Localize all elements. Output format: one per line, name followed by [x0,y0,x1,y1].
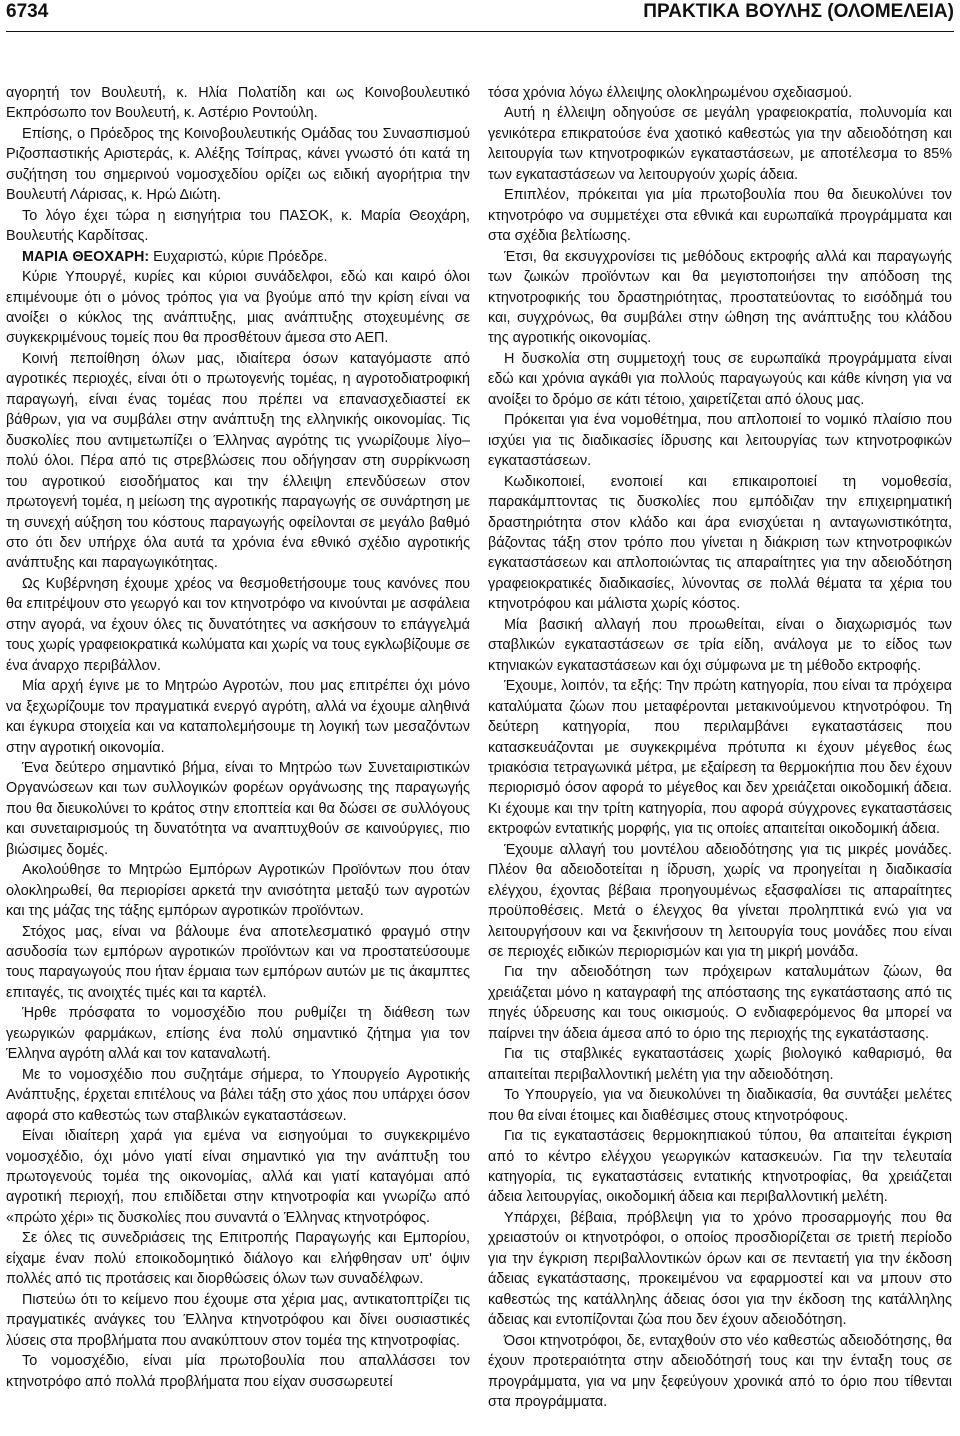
paragraph: Επίσης, ο Πρόεδρος της Κοινοβουλευτικής Ομάδας του Συνασπισμού Ριζοσπαστικής Αριστεράς, κ. Αλέξης Τσίπρας, κάνει γνωστό ότι κατά τη συζήτηση του σημερινού νομοσχεδίου ορίζει ως ειδική αγορήτρια την Βουλευτή Λάρισας, κ. Ηρώ Διώτη. [6,125,470,204]
paragraph: Μία βασική αλλαγή που προωθείται, είναι ο διαχωρισμός των σταβλικών εγκαταστάσεων σε τρία είδη, ανάλογα με το είδος των κτηνιακών εγκαταστάσεων και όχι σύμφωνα με τη μέθοδο εκτροφής. [488,616,952,674]
paragraph: Όσοι κτηνοτρόφοι, δε, ενταχθούν στο νέο καθεστώς αδειοδότησης, θα έχουν προτεραιότητα στην αδειοδότησή τους και την ένταξη τους σε προγράμματα, για να μην ξεφεύγουν χρονικά από το όριο που τίθενται στα προγράμματα. [488,1332,952,1410]
paragraph: Πρόκειται για ένα νομοθέτημα, που απλοποιεί το νομικό πλαίσιο που ισχύει για τις διαδικασίες ίδρυσης και λειτουργίας των κτηνοτροφικών εγκαταστάσεων. [488,412,952,470]
paragraph: τόσα χρόνια λόγω έλλειψης ολοκληρωμένου σχεδιασμού. [488,85,853,101]
paragraph: Για τις εγκαταστάσεις θερμοκηπιακού τύπου, θα απαιτείται έγκριση από το κέντρο ελέγχου γεωργικών κατασκευών. Για την τελευταία κατηγορία, τις εγκαταστάσεις εντατικής κτηνοτροφίας, θα χρειάζεται άδεια λειτουργίας, οικοδομική άδεια και περιβαλλοντική μελέτη. [488,1128,952,1206]
paragraph: Το λόγο έχει τώρα η εισηγήτρια του ΠΑΣΟΚ, κ. Μαρία Θεοχάρη, Βουλευτής Καρδίτσας. [6,207,470,245]
paragraph: Επιπλέον, πρόκειται για μία πρωτοβουλία που θα διευκολύνει τον κτηνοτρόφο να συμμετέχει στα εθνικά και ευρωπαϊκά προγράμματα και στα σχέδια βελτίωσης. [488,187,952,245]
page-header [6,0,954,30]
paragraph: Έτσι, θα εκσυγχρονίσει τις μεθόδους εκτροφής αλλά και παραγωγής των ζωικών προϊόντων και θα μεγιστοποιήσει την απόδοση της κτηνοτροφικής του δραστηριότητας, προστατεύοντας το εισόδημά του και, συγχρόνως, θα συμβάλει στην ώθηση της ανάπτυξης του κλάδου της αγροτικής οικονομίας. [488,248,952,347]
speech-paragraph: Ήρθε πρόσφατα το νομοσχέδιο που ρυθμίζει τη διάθεση των γεωργικών φαρμάκων, επίσης ένα πολύ σημαντικό ζήτημα για τον Έλληνα αγρότη αλλά και τον καταναλωτή. [6,1005,470,1063]
speech-paragraph: Είναι ιδιαίτερη χαρά για εμένα να εισηγούμαι το συγκεκριμένο νομοσχέδιο, όχι μόνο γιατί είναι σημαντικό για την ανάπτυξη του πρωτογενούς τομέα της οικονομίας, αλλά και γιατί καταγόμαι από αγροτική περιοχή, που επιδίδεται στην κτηνοτροφία και γνωρίζω από «πρώτο χέρι» τις δυσκολίες που συναντά ο Έλληνας κτηνοτρόφος. [6,1128,470,1226]
speech-paragraph: Κύριε Υπουργέ, κυρίες και κύριοι συνάδελφοι, εδώ και καιρό όλοι επιμένουμε ότι ο μόνος τρόπος για να βγούμε από την κρίση είναι να ανοίξει ο κύκλος της ανάπτυξης, μιας ανάπτυξης στοχευμένης σε συγκεκριμένους τομείς που θα προσθέτουν άμεσα στο ΑΕΠ. [6,269,470,347]
speech-paragraph: Μία αρχή έγινε με το Μητρώο Αγροτών, που μας επιτρέπει όχι μόνο να ξεχωρίζουμε τον πραγματικά ενεργό αγρότη, αλλά να έχουμε αληθινά και έγκυρα στοιχεία και να καταπολεμήσουμε τη λογική των μεσαζόντων στην αγροτική οικονομία. [6,678,470,756]
speech-paragraph: Ένα δεύτερο σημαντικό βήμα, είναι το Μητρώο των Συνεταιριστικών Οργανώσεων και των συλλογικών φορέων οργάνωσης της παραγωγής που θα διευκολύνει το κράτος στην εποπτεία και θα δώσει σε συλλόγους και συνεταιρισμούς τη δυνατότητα να αναπτυχθούν σε καινούργιες, πιο βιώσιμες δομές. [6,759,470,858]
speech-paragraph: Στόχος μας, είναι να βάλουμε ένα αποτελεσματικό φραγμό στην ασυδοσία των εμπόρων αγροτικών προϊόντων και να προστατεύσουμε τους παραγωγούς που ήταν έρμαια των εμπόρων αυτών με τις άκαμπτες επιταγές, τις ανοιχτές τιμές και τα καρτέλ. [6,923,470,1001]
speech-paragraph: Σε όλες τις συνεδριάσεις της Επιτροπής Παραγωγής και Εμπορίου, είχαμε έναν πολύ εποικοδομητικό διάλογο και ελήφθησαν υπ' όψιν πολλές από τις προτάσεις και διορθώσεις όλων των συναδέλφων. [6,1230,470,1288]
paragraph: Έχουμε αλλαγή του μοντέλου αδειοδότησης για τις μικρές μονάδες. Πλέον θα αδειοδοτείται η ίδρυση, χωρίς να προηγείται η διαδικασία ελέγχου, έχοντας βέβαια προηγουμένως εξασφαλίσει τις απαραίτητες προϋποθέσεις. Μετά ο έλεγχος θα γίνεται προληπτικά ενώ για να λειτουργήσουν και να ξεκινήσουν τη λειτουργία τους μονάδες που είναι σε περιοχές ειδικών περιορισμών και για τη μικρή μονάδα. [488,841,952,961]
left-column [6,83,470,1433]
speech-paragraph: Κοινή πεποίθηση όλων μας, ιδιαίτερα όσων καταγόμαστε από αγροτικές περιοχές, είναι ότι ο πρωτογενής τομέας, η αγροτοδιατροφική παραγωγή, είναι ένας τομέας που πρέπει να επανασχεδιαστεί εκ βάθρων, για να συμβάλει στην ανάπτυξη της ελληνικής οικονομίας. Τις δυσκολίες που αντιμετωπίζει ο Έλληνας αγρότης τις γνωρίζουμε λίγο–πολύ όλοι. Πέρα από τις στρεβλώσεις που οδήγησαν στη συρρίκνωση του αγροτικού εισοδήματος και την έλλειψη επενδύσεων στον πρωτογενή τομέα, η μείωση της αγροτικής παραγωγής σε συνάρτηση με τη συνεχή αύξηση του κόστους παραγωγής οφείλονται σε μεγάλο βαθμό στο ότι δεν υπήρχε όλα αυτά τα χρόνια ένα εθνικό σχέδιο αγροτικής ανάπτυξης και παραγωγικότητας. [6,350,470,572]
speaker-name: ΜΑΡΙΑ ΘΕΟΧΑΡΗ: [22,248,150,265]
running-title: ΠΡΑΚΤΙΚΑ ΒΟΥΛΗΣ (ΟΛΟΜΕΛΕΙΑ) [643,1,954,22]
paragraph: αγορητή τον Βουλευτή, κ. Ηλία Πολατίδη και ως Κοινοβουλευτικό Εκπρόσωπο τον Βουλευτή, κ. Αστέριο Ροντούλη. [6,85,470,122]
paragraph: Υπάρχει, βέβαια, πρόβλεψη για το χρόνο προσαρμογής που θα χρειαστούν οι κτηνοτρόφοι, ο οποίος προσδιορίζεται σε τριετή περίοδο για την έγκριση περιβαλλοντικών όρων και σε πενταετή για την έκδοση άδειας εγκατάστασης, προκειμένου να εφαρμοστεί και να μπουν στο καθεστώς της κατάλληλης άδειας όσοι για την έκδοση της κατάλληλης άδειας και εντοπίζονται ζώα που δεν έχουν αδειοδότηση. [488,1209,952,1329]
paragraph: Κωδικοποιεί, ενοποιεί και επικαιροποιεί τη νομοθεσία, παρακάμπτοντας τις δυσκολίες που εμπόδιζαν την επιχειρηματική δραστηριότητα στον κλάδο και άρα ενισχύεται η ανταγωνιστικότητα, βάζοντας τάξη στον τρόπο που γίνεται η διάκριση των κτηνοτροφικών εγκαταστάσεων και απλοποιώντας τις απαραίτητες για την αδειοδότηση γραφειοκρατικές διαδικασίες, λύνοντας σε πολλά θέματα τα χέρια του κτηνοτρόφου και μάλιστα χωρίς κόστος. [488,473,952,613]
speech-paragraph: Το νομοσχέδιο, είναι μία πρωτοβουλία που απαλλάσσει τον κτηνοτρόφο από πολλά προβλήματα που είχαν συσσωρευτεί [6,1353,470,1390]
speaker-line [6,247,470,267]
speech-paragraph: Με το νομοσχέδιο που συζητάμε σήμερα, το Υπουργείο Αγροτικής Ανάπτυξης, έρχεται επιτέλους να βάλει τάξη στο χάος που υπάρχει όσον αφορά στο καθεστώς των σταβλικών εγκαταστάσεων. [6,1066,470,1124]
paragraph: Για τις σταβλικές εγκαταστάσεις χωρίς βιολογικό καθαρισμό, θα απαιτείται περιβαλλοντική μελέτη για την αδειοδότηση. [488,1046,952,1083]
speaker-opening: Ευχαριστώ, κύριε Πρόεδρε. [149,248,328,265]
header-rule [6,31,954,32]
speech-paragraph: Πιστεύω ότι το κείμενο που έχουμε στα χέρια μας, αντικατοπτρίζει τις πραγματικές ανάγκες του Έλληνα κτηνοτρόφου και δίνει ουσιαστικές λύσεις στα προβλήματα που ανακύπτουν στον τομέα της κτηνοτροφίας. [6,1291,470,1349]
page-number: 6734 [6,1,49,22]
paragraph: Το Υπουργείο, για να διευκολύνει τη διαδικασία, θα συντάξει μελέτες που θα είναι έτοιμες και διαθέσιμες στους κτηνοτρόφους. [488,1087,952,1124]
speech-paragraph: Ακολούθησε το Μητρώο Εμπόρων Αγροτικών Προϊόντων που όταν ολοκληρωθεί, θα περιορίσει αρκετά την ανισότητα μεταξύ των αγροτών και της μάζας της τάξης εμπόρων αγροτικών προϊόντων. [6,862,470,920]
paragraph: Για την αδειοδότηση των πρόχειρων καταλυμάτων ζώων, θα χρειάζεται μόνο η καταγραφή της απόστασης της εγκατάστασης από τις πηγές ύδρευσης και τους οικισμούς. Ο ενδιαφερόμενος θα μπορεί να παίρνει την άδεια άμεσα από το όριο της περιοχής της εγκατάστασης. [488,964,952,1042]
paragraph: Έχουμε, λοιπόν, τα εξής: Την πρώτη κατηγορία, που είναι τα πρόχειρα καταλύματα ζώων που μεταφέρονται μετακινούμενου κτηνοτρόφου. Τη δεύτερη κατηγορία, που περιλαμβάνει εγκαταστάσεις που κατασκευάζονται με συγκεκριμένα πρότυπα κι έχουν μέγεθος έως τριακόσια τετραγωνικά μέτρα, με εξαίρεση τα θερμοκήπια που δεν έχουν περιορισμό όσον αφορά το μέγεθος και δεν χρειάζεται οικοδομική άδεια. Κι έχουμε και την τρίτη κατηγορία, που αφορά σύγχρονες εγκαταστάσεις εκτροφών εντατικής μορφής, για τις οποίες απαιτείται οικοδομική άδεια. [488,678,952,838]
right-column [488,83,952,1433]
paragraph: Η δυσκολία στη συμμετοχή τους σε ευρωπαϊκά προγράμματα είναι εδώ και χρόνια αγκάθι για πολλούς παραγωγούς και κάθε κίνηση για να ανοίξει το δρόμο σε κάτι τέτοιο, χαιρετίζεται από όλους μας. [488,350,952,408]
paragraph: Αυτή η έλλειψη οδηγούσε σε μεγάλη γραφειοκρατία, πολυνομία και γενικότερα επικρατούσε ένα χαοτικό καθεστώς για την αδειοδότηση και λειτουργία των κτηνοτροφικών εγκαταστάσεων, με αποτέλεσμα το 85% των εγκαταστάσεων να λειτουργούν χωρίς άδεια. [488,105,952,183]
speech-paragraph: Ως Κυβέρνηση έχουμε χρέος να θεσμοθετήσουμε τους κανόνες που θα επιτρέψουν στο γεωργό και τον κτηνοτρόφο να κινούνται με ασφάλεια στην αγορά, να έχουν όλες τις δυνατότητες να ασκήσουν το επάγγελμά τους χωρίς γραφειοκρατικά κωλύματα και χωρίς να τους εγκλωβίζουμε σε ένα άναρχο περιβάλλον. [6,575,470,674]
